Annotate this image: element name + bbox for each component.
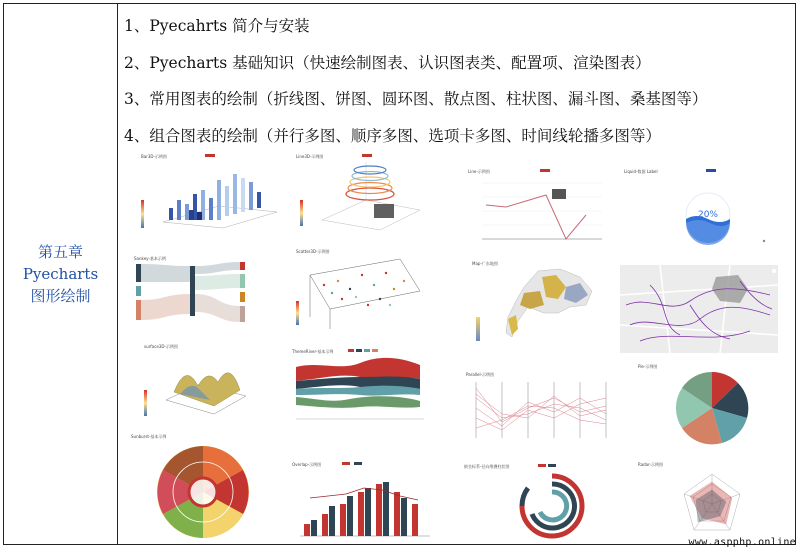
scatter3d-thumb — [290, 245, 440, 333]
thumb-title: Overlap-示例图 — [292, 462, 322, 467]
thumb-title: ThemeRiver-基本示例 — [292, 349, 334, 354]
geo-lines-thumb — [620, 265, 778, 353]
overlap-thumb — [290, 458, 440, 540]
outline-item-2: 2、Pyecharts 基础知识（快速绘制图表、认识图表类、配置项、渲染图表） — [124, 53, 651, 72]
overlap-bar-line-icon — [290, 458, 440, 540]
thumb-title: Parallel-示例图 — [466, 372, 495, 377]
chapter-number: 第五章 — [37, 243, 83, 261]
thumb-title: Map-广东地图 — [472, 261, 498, 266]
column-divider — [117, 3, 118, 545]
radar-thumb — [632, 458, 782, 540]
thumb-title: Line3D-示例图 — [296, 154, 324, 159]
polar-bar-chart-icon — [462, 460, 612, 540]
chapter-cell — [4, 4, 117, 544]
thumb-title: Bar3D-示例图 — [141, 154, 167, 159]
sankey-chart-icon — [130, 252, 270, 334]
thumb-title: 极坐标系-径向堆叠柱状图 — [464, 464, 510, 469]
liquid-chart-icon — [620, 165, 768, 245]
outline-item-4: 4、组合图表的绘制（并行多图、顺序多图、选项卡多图、时间线轮播多图等） — [124, 126, 661, 145]
surface3d-thumb — [140, 340, 255, 422]
thumb-title: Sunburst-基本示例 — [131, 434, 167, 439]
thumb-title: surface3D-示例图 — [144, 344, 178, 349]
thumb-title: Sankey-基本示例 — [134, 256, 166, 261]
bar3d-chart-icon — [127, 150, 285, 238]
parallel-chart-icon — [462, 368, 612, 444]
thumb-title: Pie-示例图 — [638, 364, 658, 369]
chapter-title — [23, 241, 98, 307]
thumb-title: Line-示例图 — [468, 169, 490, 174]
chapter-topic: 图形绘制 — [30, 287, 91, 305]
parallel-thumb — [462, 368, 612, 444]
outline-item-1: 1、Pyecahrts 简介与安装 — [124, 17, 310, 35]
site-watermark: www.aspphp.online — [688, 537, 796, 548]
themeriver-chart-icon — [290, 345, 440, 427]
liquid-thumb — [620, 165, 768, 245]
polar-bar-thumb — [462, 460, 612, 540]
pie-chart-icon — [632, 360, 782, 448]
line3d-thumb — [290, 150, 438, 238]
geo-lines-chart-icon — [620, 265, 778, 353]
radar-chart-icon — [632, 458, 782, 540]
pie-thumb — [632, 360, 782, 448]
themeriver-thumb — [290, 345, 440, 427]
map-thumb — [462, 257, 610, 347]
surface3d-chart-icon — [140, 340, 255, 422]
sunburst-thumb — [127, 430, 277, 540]
line-thumb — [462, 165, 610, 245]
bar3d-thumb — [127, 150, 285, 238]
outline-item-3: 3、常用图表的绘制（折线图、饼图、圆环图、散点图、柱状图、漏斗图、桑基图等） — [124, 90, 708, 108]
line3d-chart-icon — [290, 150, 438, 238]
chapter-library: Pyecharts — [22, 265, 99, 283]
map-chart-icon — [462, 257, 610, 347]
thumb-title: Scatter3D-示例图 — [296, 249, 330, 254]
thumb-title: Liquid-数据 Label — [624, 169, 658, 174]
line-chart-icon — [462, 165, 610, 245]
sunburst-chart-icon — [127, 430, 277, 540]
liquid-value: 20% — [697, 210, 719, 220]
thumb-title: Radar-示例图 — [638, 462, 663, 467]
chapter-outline — [124, 8, 794, 154]
sankey-thumb — [130, 252, 270, 334]
scatter3d-chart-icon — [290, 245, 440, 333]
